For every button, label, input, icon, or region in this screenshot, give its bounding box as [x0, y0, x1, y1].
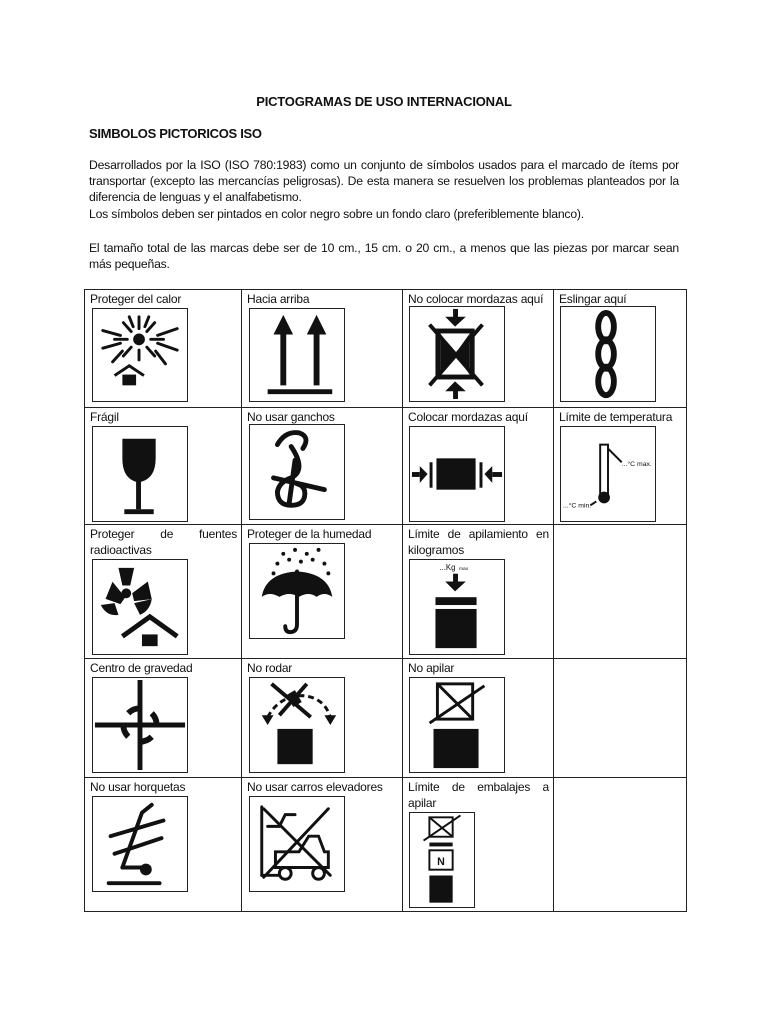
pictogram-cell	[242, 778, 403, 912]
center-gravity-icon	[92, 677, 188, 773]
table-row	[85, 525, 687, 659]
empty-cell	[554, 525, 687, 659]
pictogram-label: Límite de embalajes a apilar	[408, 780, 549, 810]
temperature-limit-icon	[560, 426, 656, 522]
pictogram-cell	[242, 525, 403, 659]
pictogram-cell	[85, 525, 242, 659]
pictogram-label: No rodar	[247, 661, 293, 675]
fragile-glass-icon	[92, 426, 188, 522]
kg-text: ...Kg	[439, 562, 456, 572]
n-text: N	[437, 855, 445, 868]
pictogram-cell	[403, 778, 554, 912]
empty-cell	[554, 778, 687, 912]
no-hooks-icon	[249, 424, 345, 520]
table-row	[85, 659, 687, 778]
pictogram-label: Hacia arriba	[247, 292, 310, 306]
pictogram-cell	[85, 408, 242, 525]
empty-cell	[554, 659, 687, 778]
stack-weight-icon	[409, 559, 505, 655]
table-row	[85, 778, 687, 912]
table-row	[85, 408, 687, 525]
no-forklift-icon	[249, 796, 345, 892]
pictogram-label: No apilar	[408, 661, 455, 675]
pictogram-label: Proteger del calor	[90, 292, 182, 306]
pictogram-cell	[85, 290, 242, 408]
pictogram-label: No usar carros elevadores	[247, 780, 383, 794]
pictogram-label: Proteger de la humedad	[247, 527, 372, 541]
pictogram-cell	[242, 408, 403, 525]
pictogram-label: Límite de temperatura	[559, 410, 673, 424]
table-row	[85, 290, 687, 408]
pictogram-label: Eslingar aquí	[559, 292, 627, 306]
pictogram-cell	[554, 408, 687, 525]
pictogram-label: No usar ganchos	[247, 410, 335, 424]
temp-max-text: ...°C max.	[621, 461, 652, 469]
pictogram-label: Límite de apilamiento en kilogramos	[408, 527, 549, 557]
pictogram-label: Frágil	[90, 410, 119, 424]
paragraph-color-rule: Los símbolos deben ser pintados en color negro sobre un fondo claro (preferiblemente blanco).	[89, 207, 584, 221]
section-subtitle: SIMBOLOS PICTORICOS ISO	[89, 126, 262, 141]
clamp-here-icon	[409, 426, 505, 522]
pictogram-cell	[85, 659, 242, 778]
stack-limit-icon	[409, 812, 475, 908]
this-way-up-icon	[249, 308, 345, 402]
pictogram-label: No usar horquetas	[90, 780, 186, 794]
pictogram-label: Proteger de fuentes radioactivas	[90, 527, 237, 557]
document-title: PICTOGRAMAS DE USO INTERNACIONAL	[256, 94, 512, 109]
no-hand-truck-icon	[92, 796, 188, 892]
pictogram-cell	[242, 659, 403, 778]
heat-protect-icon	[92, 308, 188, 402]
kg-max-text: max	[458, 566, 469, 572]
pictogram-cell	[242, 290, 403, 408]
umbrella-icon	[249, 543, 345, 639]
pictogram-cell	[85, 778, 242, 912]
sling-chain-icon	[560, 306, 656, 402]
paragraph-size-rule: El tamaño total de las marcas debe ser de 10 cm., 15 cm. o 20 cm., a menos que las piezas por marcar sean más pequeñas.	[89, 241, 679, 271]
temp-min-text: ...°C min.	[562, 502, 592, 510]
pictogram-cell	[403, 290, 554, 408]
pictogram-cell	[403, 525, 554, 659]
pictogram-cell	[403, 659, 554, 778]
pictogram-cell	[554, 290, 687, 408]
pictogram-table	[84, 289, 687, 912]
no-stack-icon	[409, 677, 505, 773]
no-roll-icon	[249, 677, 345, 773]
pictogram-label: Centro de gravedad	[90, 661, 193, 675]
pictogram-label: Colocar mordazas aquí	[408, 410, 528, 424]
paragraph-iso-description: Desarrollados por la ISO (ISO 780:1983) como un conjunto de símbolos usados para el marcado de ítems por transportar (excepto las mercancías peligrosas). De esta manera se resuelven los problemas planteados por la diferencia de lenguas y el analfabetismo.	[89, 158, 679, 204]
pictogram-cell	[403, 408, 554, 525]
no-clamp-icon	[409, 306, 505, 402]
radiation-protect-icon	[92, 559, 188, 655]
pictogram-label: No colocar mordazas aquí	[408, 292, 544, 306]
